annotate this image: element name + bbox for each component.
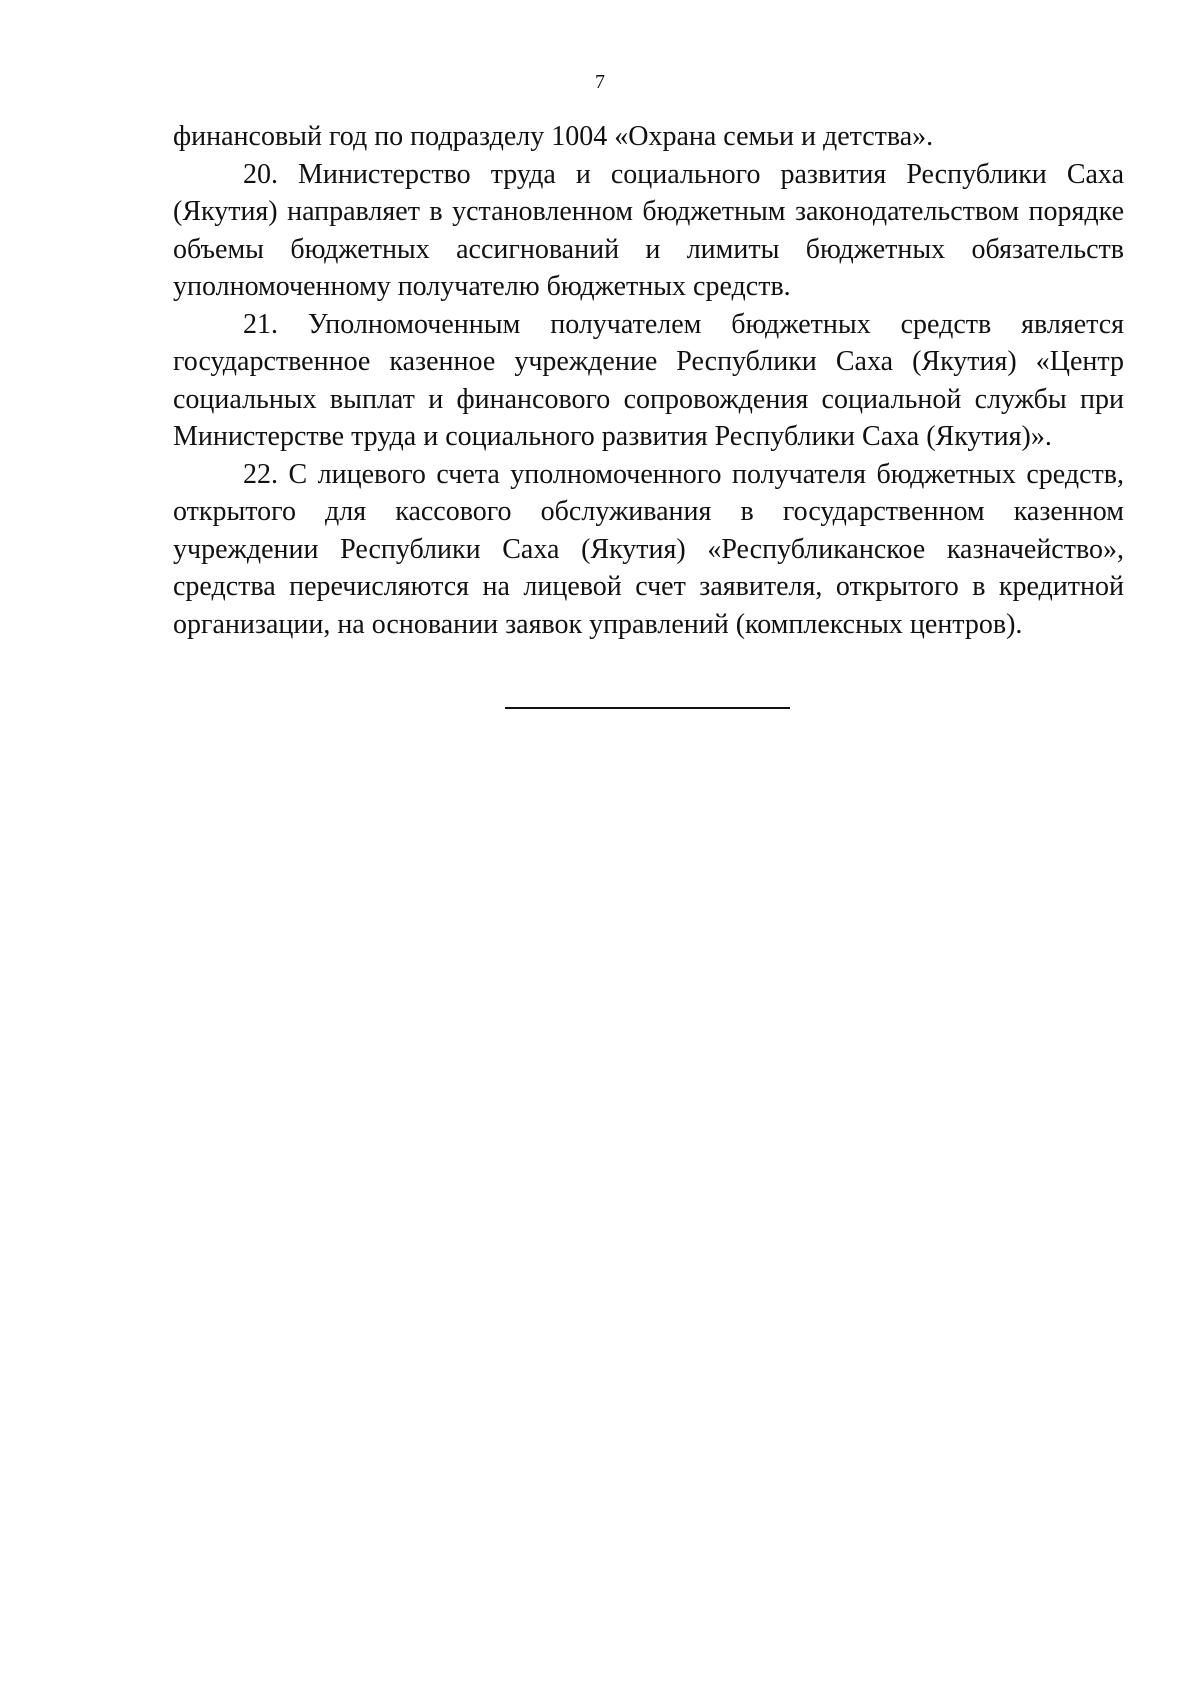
paragraph-21: 21. Уполномоченным получателем бюджетных средств является государственное казенное учреждение Республики Саха (Якутия) «Центр социальных выплат и финансового сопровождения социальной службы при Министерстве труда и социального развития Республики Саха (Якутия)». [173,308,1124,452]
paragraph-20: 20. Министерство труда и социального развития Республики Саха (Якутия) направляет в установленном бюджетным законодательством порядке объемы бюджетных ассигнований и лимиты бюджетных обязательств уполномоченному получателю бюджетных средств. [173,158,1124,302]
end-divider-line [505,707,790,709]
paragraph-22: 22. С лицевого счета уполномоченного получателя бюджетных средств, открытого для кассового обслуживания в государственном казенном учреждении Республики Саха (Якутия) «Республиканское казначейство», средства перечисляются на лицевой счет заявителя, открытого в кредитной организации, на основании заявок управлений (комплексных центров). [173,458,1124,640]
paragraph-continuation: финансовый год по подразделу 1004 «Охрана семьи и детства». [173,121,934,152]
document-body [173,118,1124,643]
page-number: 7 [595,71,605,93]
